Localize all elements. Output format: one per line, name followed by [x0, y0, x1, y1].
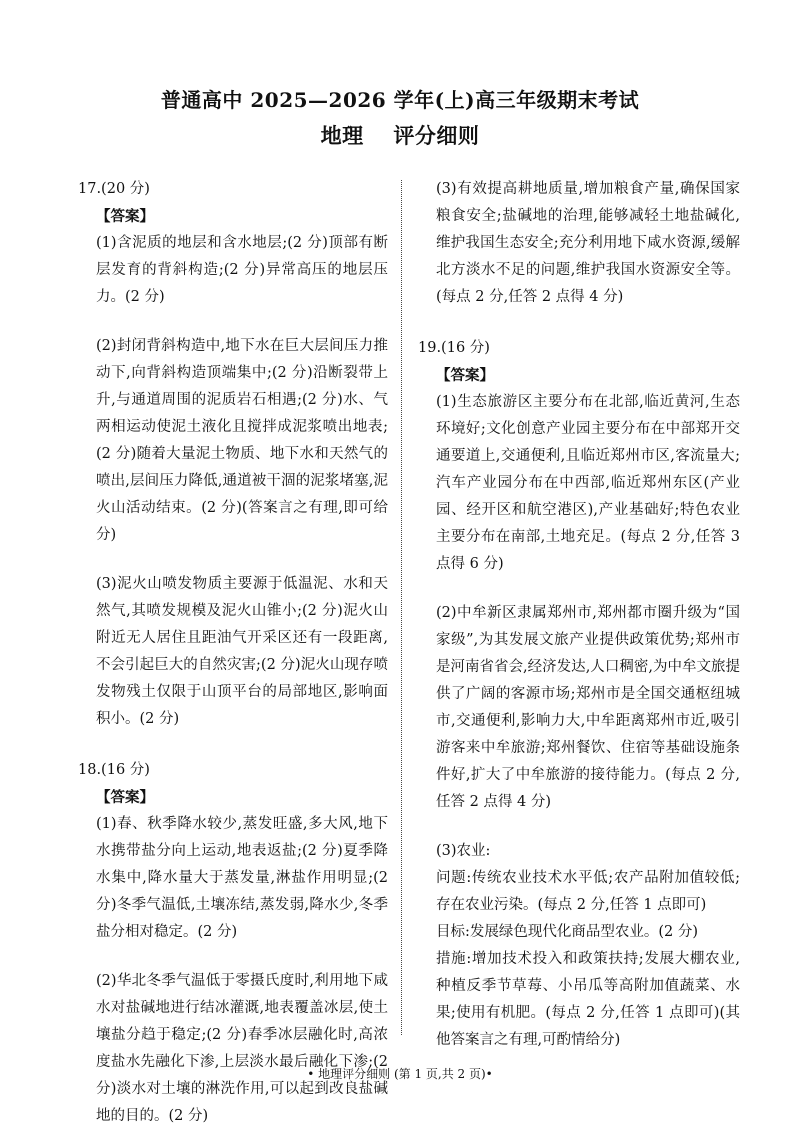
question-19 — [418, 335, 740, 1054]
question-number: 17.(20 分) — [78, 181, 150, 197]
page-subtitle: 地理 评分细则 — [320, 123, 480, 148]
answer-paragraph: (1)生态旅游区主要分布在北部,临近黄河,生态环境好;文化创意产业园主要分布在中部郑开交通要道上,交通便利,且临近郑州市区,客流量大;汽车产业园分布在中西部,临近郑州东区(产业园、经开区和航空港区),产业基础好;特色农业主要分布在南部,土地充足。(每点 2 分,任答 3 点得 6 分) — [436, 394, 740, 572]
question-number: 19.(16 分) — [418, 340, 490, 356]
answer-paragraph: (3)泥火山喷发物质主要源于低温泥、水和天然气,其喷发规模及泥火山锥小;(2 分)泥火山附近无人居住且距油气开采区还有一段距离,不会引起巨大的自然灾害;(2 分)泥火山现存喷发物残土仅限于山顶平台的局部地区,影响面积小。(2 分) — [96, 576, 388, 727]
answer-label: 【答案】 — [96, 208, 154, 225]
answer-paragraph: (3)有效提高耕地质量,增加粮食产量,确保国家粮食安全;盐碱地的治理,能够减轻土地盐碱化,维护我国生态安全;充分利用地下咸水资源,缓解北方淡水不足的问题,维护我国水资源安全等。(每点 2 分,任答 2 点得 4 分) — [436, 181, 740, 305]
left-column — [78, 176, 388, 1130]
right-column — [418, 176, 740, 1054]
question-18-continued — [418, 176, 740, 311]
answer-paragraph: (2)封闭背斜构造中,地下水在巨大层间压力推动下,向背斜构造顶端集中;(2 分)沿断裂带上升,与通道周围的泥质岩石相遇;(2 分)水、气两相运动使泥土液化且搅拌成泥浆喷出地表;(2 分)随着大量泥土物质、地下水和天然气的喷出,层间压力降低,通道被干涸的泥浆堵塞,泥火山活动结束。(2 分)(答案言之有理,即可给分) — [96, 338, 388, 543]
answer-paragraph: (2)华北冬季气温低于零摄氏度时,利用地下咸水对盐碱地进行结冰灌溉,地表覆盖冰层,使土壤盐分趋于稳定;(2 分)春季冰层融化时,高浓度盐水先融化下渗,上层淡水最后融化下渗;(2 分)淡水对土壤的淋洗作用,可以起到改良盐碱地的目的。(2 分) — [96, 973, 388, 1124]
answer-paragraph: (1)春、秋季降水较少,蒸发旺盛,多大风,地下水携带盐分向上运动,地表返盐;(2 分)夏季降水集中,降水量大于蒸发量,淋盐作用明显;(2 分)冬季气温低,土壤冻结,蒸发弱,降水少,冬季盐分相对稳定。(2 分) — [96, 816, 388, 940]
answer-heading: (3)农业: — [436, 843, 491, 859]
column-divider — [401, 180, 402, 1035]
page-title: 普通高中 2025—2026 学年(上)高三年级期末考试 — [160, 88, 640, 112]
answer-label: 【答案】 — [96, 789, 154, 806]
question-number: 18.(16 分) — [78, 762, 150, 778]
page-footer: • 地理评分细则 (第 1 页,共 2 页)• — [307, 1067, 493, 1081]
answer-paragraph: 问题:传统农业技术水平低;农产品附加值较低;存在农业污染。(每点 2 分,任答 1 点即可) — [436, 870, 740, 913]
answer-paragraph: (1)含泥质的地层和含水地层;(2 分)顶部有断层发育的背斜构造;(2 分)异常高压的地层压力。(2 分) — [96, 235, 388, 305]
answer-paragraph: (2)中牟新区隶属郑州市,郑州都市圈升级为“国家级”,为其发展文旅产业提供政策优势;郑州市是河南省省会,经济发达,人口稠密,为中牟文旅提供了广阔的客源市场;郑州市是全国交通枢纽城市,交通便利,影响力大,中牟距离郑州市近,吸引游客来中牟旅游;郑州餐饮、住宿等基础设施条件好,扩大了中牟旅游的接待能力。(每点 2 分,任答 2 点得 4 分) — [436, 605, 740, 810]
answer-label: 【答案】 — [436, 367, 494, 384]
answer-paragraph: 目标:发展绿色现代化商品型农业。(2 分) — [436, 924, 699, 940]
question-17 — [78, 176, 388, 733]
answer-paragraph: 措施:增加技术投入和政策扶持;发展大棚农业,种植反季节草莓、小吊瓜等高附加值蔬菜、水果;使用有机肥。(每点 2 分,任答 1 点即可)(其他答案言之有理,可酌情给分) — [436, 951, 740, 1048]
